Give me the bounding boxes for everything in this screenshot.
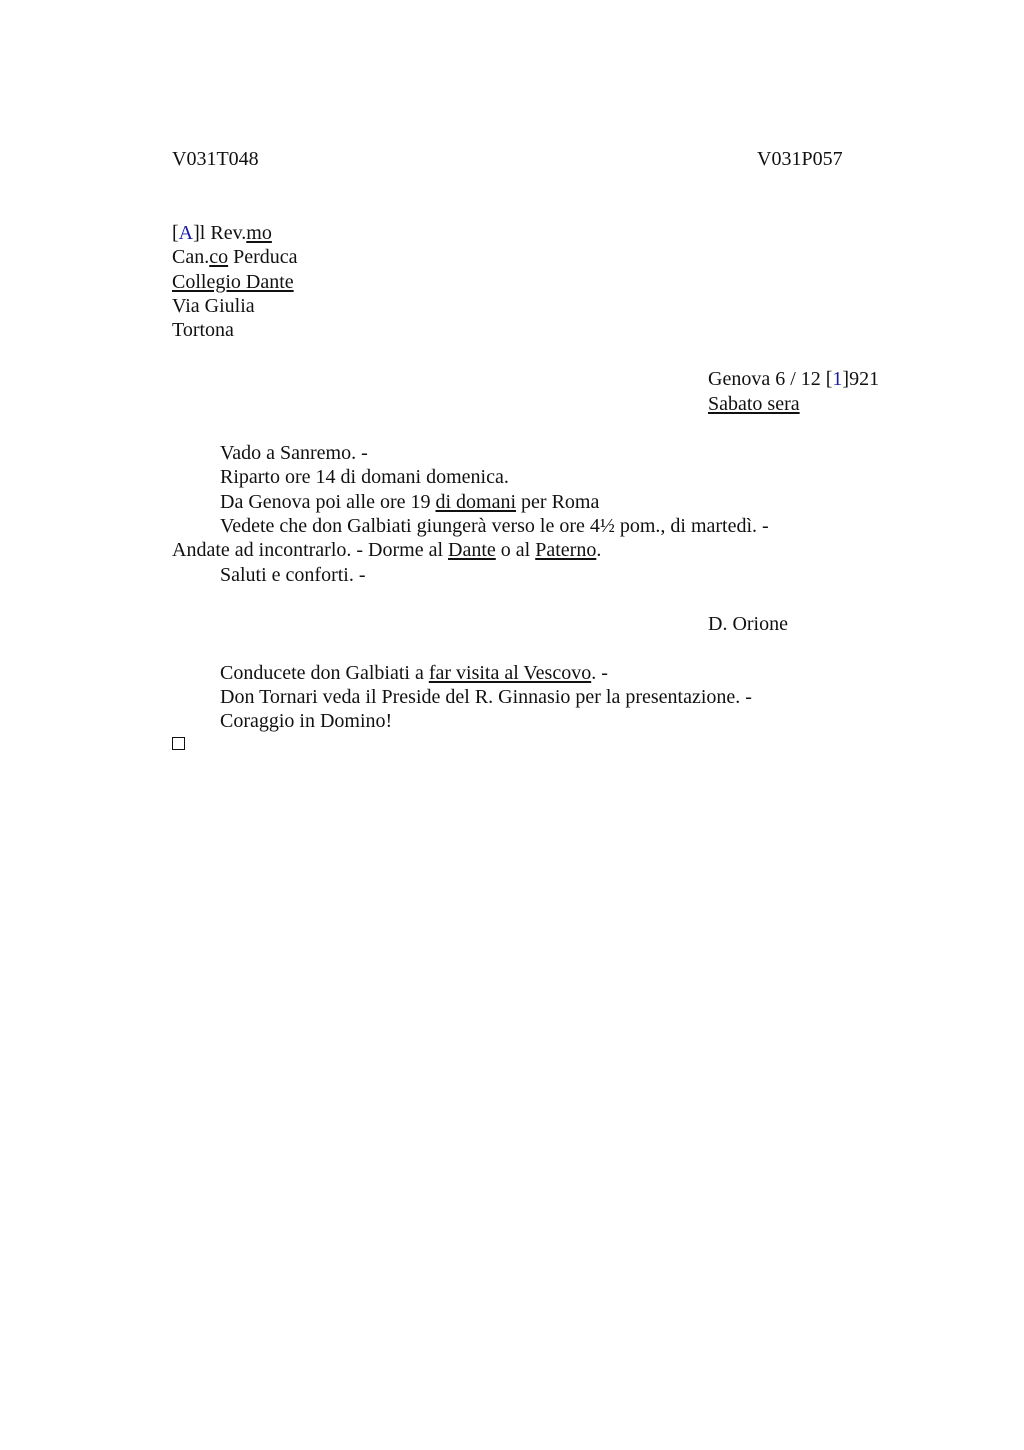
body-line-3	[220, 490, 599, 514]
end-marker-box-icon	[172, 737, 185, 750]
abbrev-suffix: mo	[246, 222, 272, 244]
postscript-line-1	[220, 661, 608, 685]
address-text: Perduca	[228, 246, 298, 268]
address-text: Can.	[172, 246, 210, 268]
body-line-5	[172, 538, 601, 562]
document-code-right: V031P057	[757, 148, 843, 170]
underlined-text: Dante	[448, 539, 496, 561]
restored-digit: 1	[832, 368, 843, 390]
body-text: Conducete don Galbiati a	[220, 662, 429, 684]
address-line-5: Tortona	[172, 319, 234, 341]
body-line-2: Riparto ore 14 di domani domenica.	[220, 466, 509, 488]
postscript-line-2: Don Tornari veda il Preside del R. Ginnasio per la presentazione. -	[220, 686, 752, 708]
address-line-4: Via Giulia	[172, 295, 255, 317]
body-line-6: Saluti e conforti. -	[220, 564, 366, 586]
postscript-line-3: Coraggio in Domino!	[220, 710, 393, 732]
body-text: . -	[591, 662, 608, 684]
body-text: Andate ad incontrarlo. - Dorme al	[172, 539, 449, 561]
body-text: .	[596, 539, 602, 561]
body-text: Da Genova poi alle ore 19	[220, 491, 436, 513]
bracket-open: [	[172, 222, 179, 244]
restored-letter: A	[178, 222, 194, 244]
document-code-left: V031T048	[172, 148, 259, 170]
dateline-day: Sabato sera	[708, 393, 800, 415]
date-text: ]921	[842, 368, 880, 390]
address-line-3: Collegio Dante	[172, 271, 294, 293]
underlined-text: Paterno	[535, 539, 597, 561]
body-line-4: Vedete che don Galbiati giungerà verso le ore 4½ pom., di martedì. -	[220, 515, 769, 537]
date-text: Genova 6 / 12 [	[708, 368, 833, 390]
body-text: o al	[495, 539, 536, 561]
address-line-2	[172, 245, 298, 269]
dateline	[708, 367, 879, 391]
address-line-1	[172, 221, 272, 245]
signature: D. Orione	[708, 613, 788, 635]
body-text: per Roma	[516, 491, 600, 513]
underlined-text: far visita al Vescovo	[428, 662, 592, 684]
underlined-text: di domani	[435, 491, 517, 513]
address-text: l Rev.	[199, 222, 247, 244]
body-line-1: Vado a Sanremo. -	[220, 442, 368, 464]
bracket-close: ]	[193, 222, 200, 244]
abbrev-suffix: co	[209, 246, 229, 268]
